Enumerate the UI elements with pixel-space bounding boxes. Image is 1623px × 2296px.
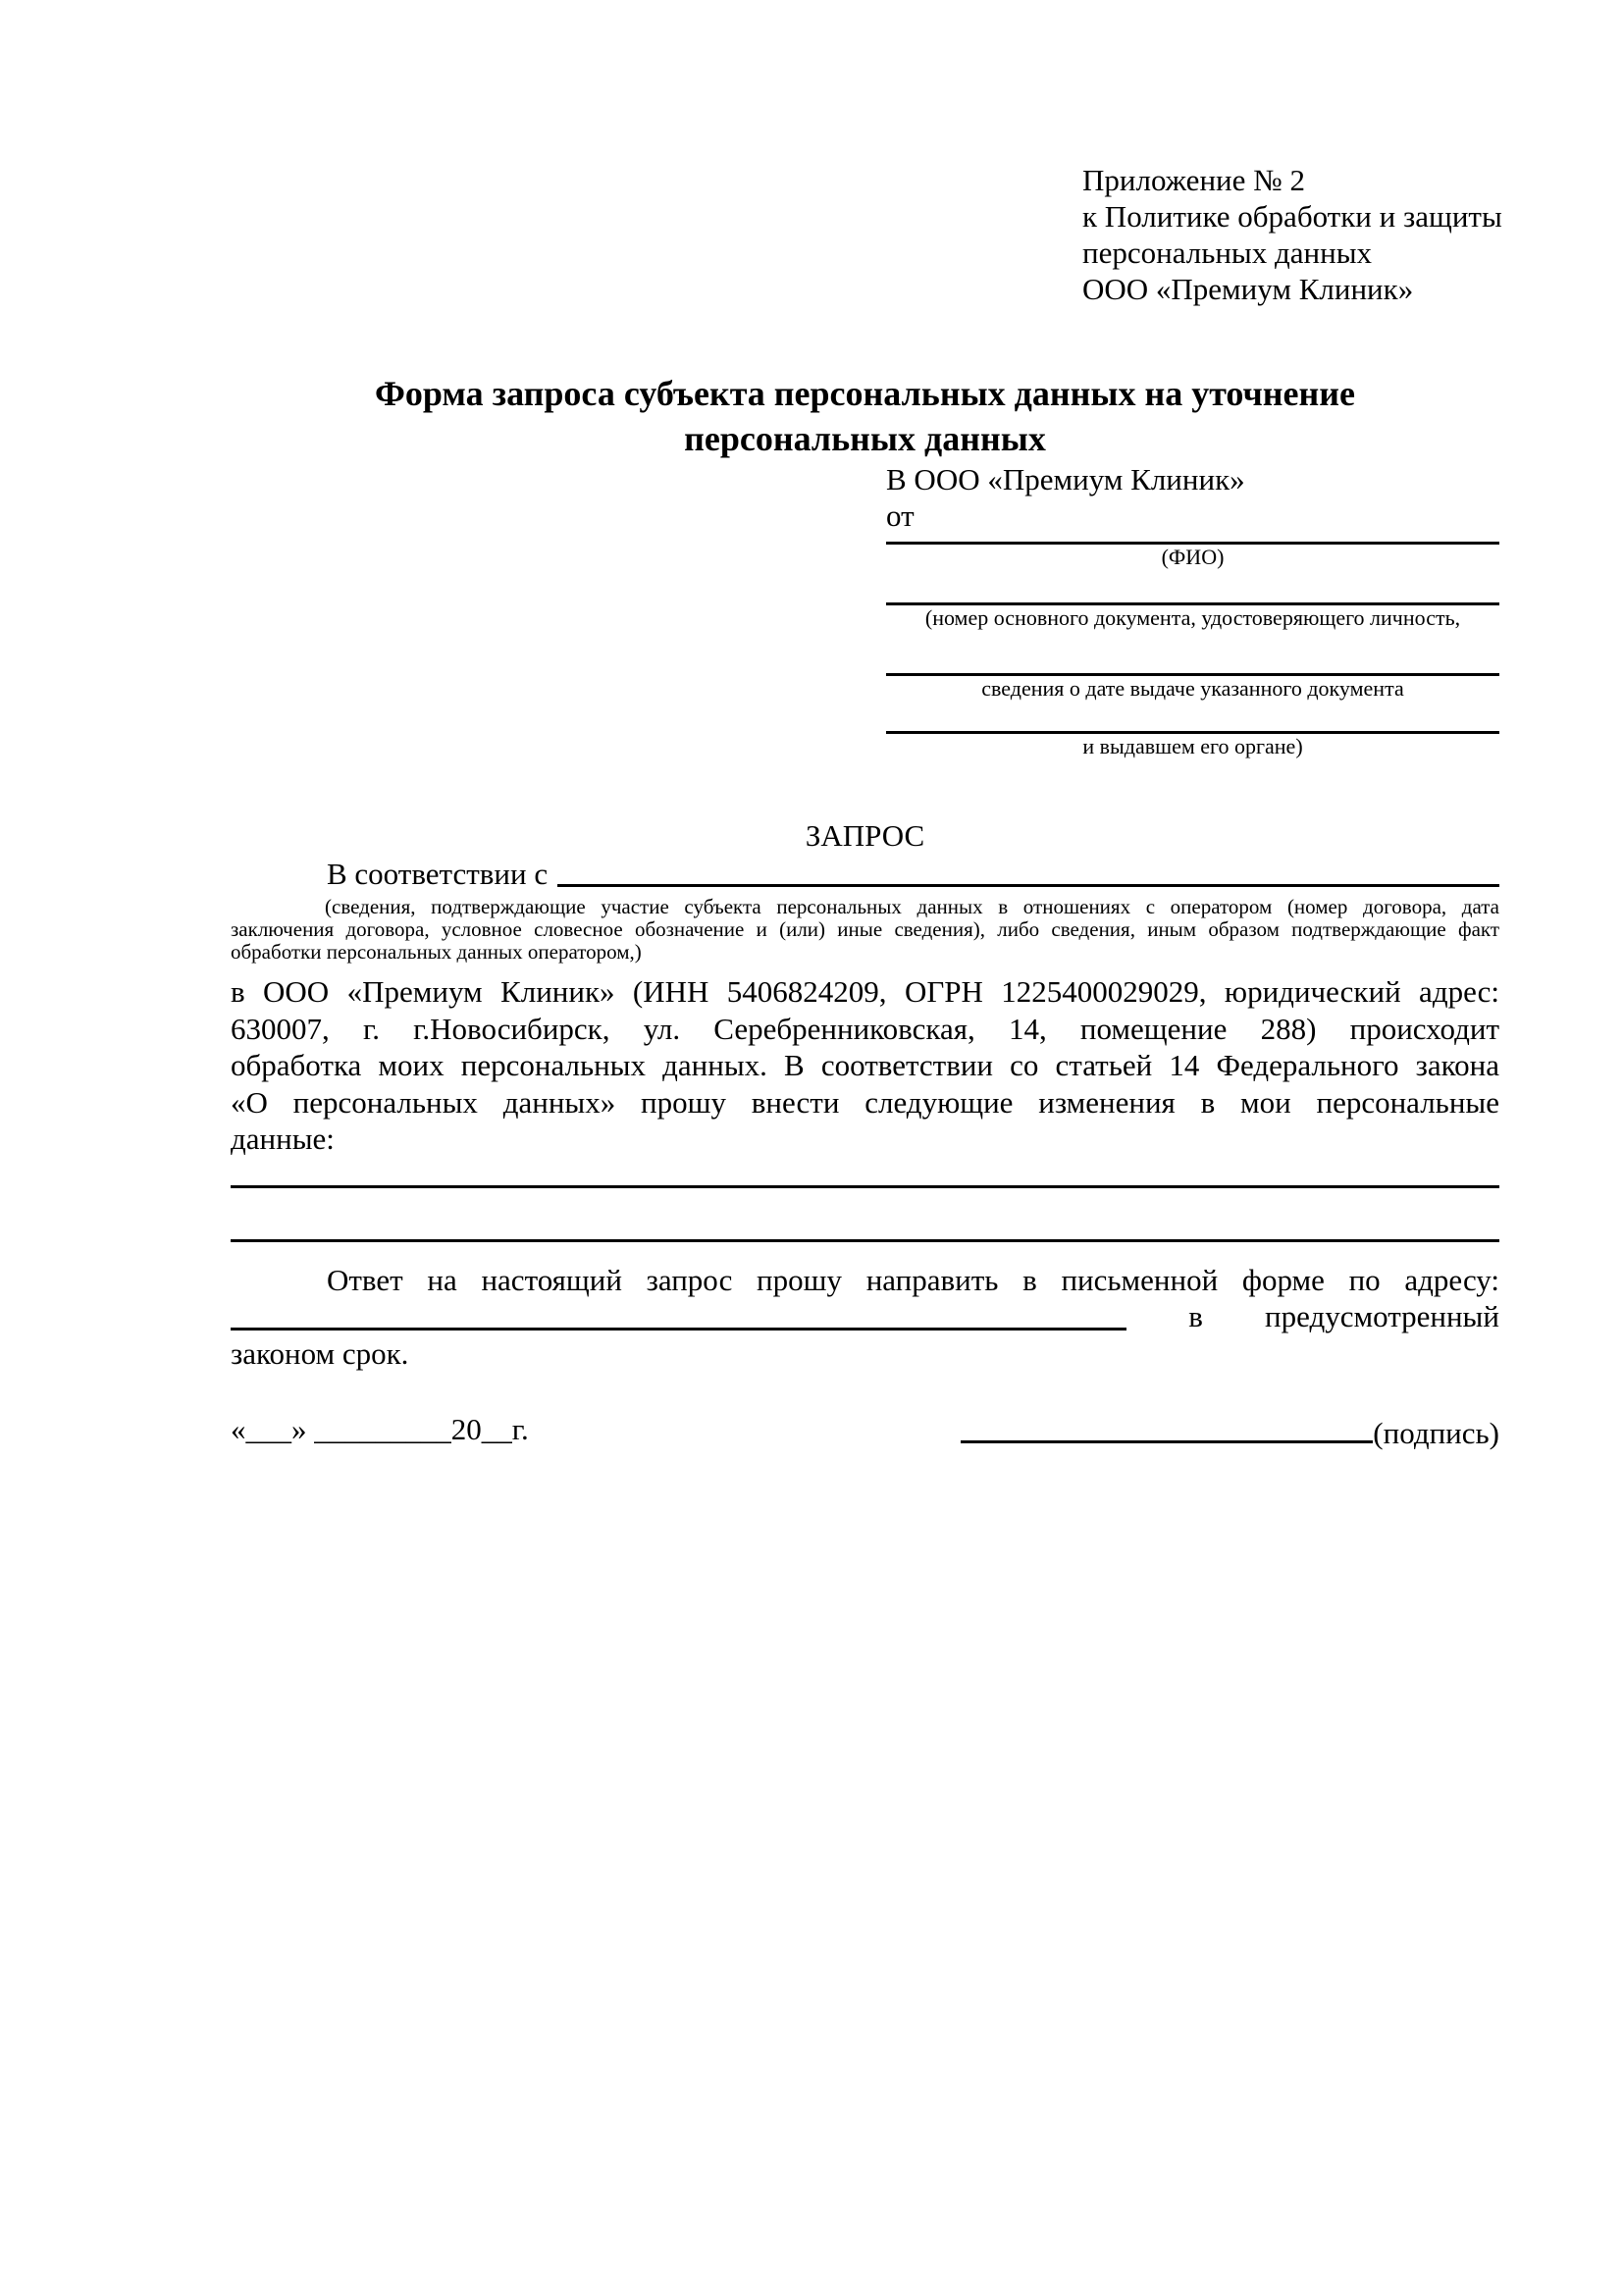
response-line: Ответ на настоящий запрос прошу направить в письменной форме по адресу: (327, 1262, 1499, 1297)
response-word: в (1188, 1299, 1203, 1333)
issuing-authority-blank-line (886, 701, 1499, 734)
accordance-prefix: В соответствии с (327, 857, 549, 891)
body-line: в ООО «Премиум Клиник» (ИНН 5406824209, ОГРН 1225400029029, юридический адрес: (231, 974, 1499, 1009)
response-paragraph (231, 1262, 1499, 1373)
signature-blank-line (961, 1411, 1373, 1443)
accordance-note (231, 896, 1499, 964)
changes-blank-line-2 (231, 1224, 1499, 1242)
response-line: законом срок. (231, 1335, 409, 1371)
date-signature-row (231, 1411, 1499, 1452)
page-title-line: персональных данных (684, 419, 1046, 458)
page-title-line: Форма запроса субъекта персональных данных на уточнение (375, 374, 1355, 413)
addressee-block (886, 461, 1499, 758)
annex-line: ООО «Премиум Клиник» (1082, 272, 1414, 306)
page-title (231, 371, 1499, 461)
accordance-note-line: (сведения, подтверждающие участие субъекта персональных данных в отношениях с оператором (номер договора, дата (325, 895, 1499, 918)
response-address-row (231, 1298, 1499, 1335)
annex-line: к Политике обработки и защиты (1082, 199, 1502, 234)
document-number-blank-line (886, 569, 1499, 605)
fio-caption: (ФИО) (1161, 545, 1225, 569)
document-number-caption: (номер основного документа, удостоверяющего личность, (924, 605, 1461, 630)
changes-blank-line-1 (231, 1170, 1499, 1188)
annex-block (1082, 162, 1502, 307)
annex-line: Приложение № 2 (1082, 163, 1305, 197)
accordance-note-line: заключения договора, условное словесное обозначение и (или) иные сведения), либо сведения, иным образом подтверждающие факт (231, 917, 1499, 941)
body-line: обработка моих персональных данных. В соответствии со статьей 14 Федерального закона (231, 1048, 1499, 1082)
body-line: «О персональных данных» прошу внести следующие изменения в мои персональные (231, 1084, 1499, 1120)
addressee-from-label: от (886, 498, 915, 533)
issuing-authority-caption: и выдавшем его органе) (1082, 734, 1303, 758)
addressee-organization: В ООО «Премиум Клиник» (886, 462, 1245, 496)
body-paragraph (231, 973, 1499, 1158)
request-heading: ЗАПРОС (805, 818, 925, 853)
signature-block (961, 1411, 1499, 1452)
response-word: предусмотренный (1265, 1299, 1499, 1333)
issue-date-caption: сведения о дате выдаче указанного документа (981, 676, 1404, 701)
body-line: данные: (231, 1122, 335, 1156)
signature-caption: (подпись) (1373, 1416, 1499, 1450)
address-blank-line (231, 1298, 1126, 1331)
date-blank: «___» _________20__г. (231, 1412, 529, 1446)
issue-date-blank-line (886, 630, 1499, 676)
annex-line: персональных данных (1082, 235, 1373, 270)
accordance-blank-line (557, 856, 1499, 887)
body-line: 630007, г. г.Новосибирск, ул. Серебренниковская, 14, помещение 288) происходит (231, 1011, 1499, 1046)
accordance-row (231, 856, 1499, 892)
fio-blank-line (886, 534, 1499, 545)
accordance-note-line: обработки персональных данных оператором,) (231, 940, 642, 964)
